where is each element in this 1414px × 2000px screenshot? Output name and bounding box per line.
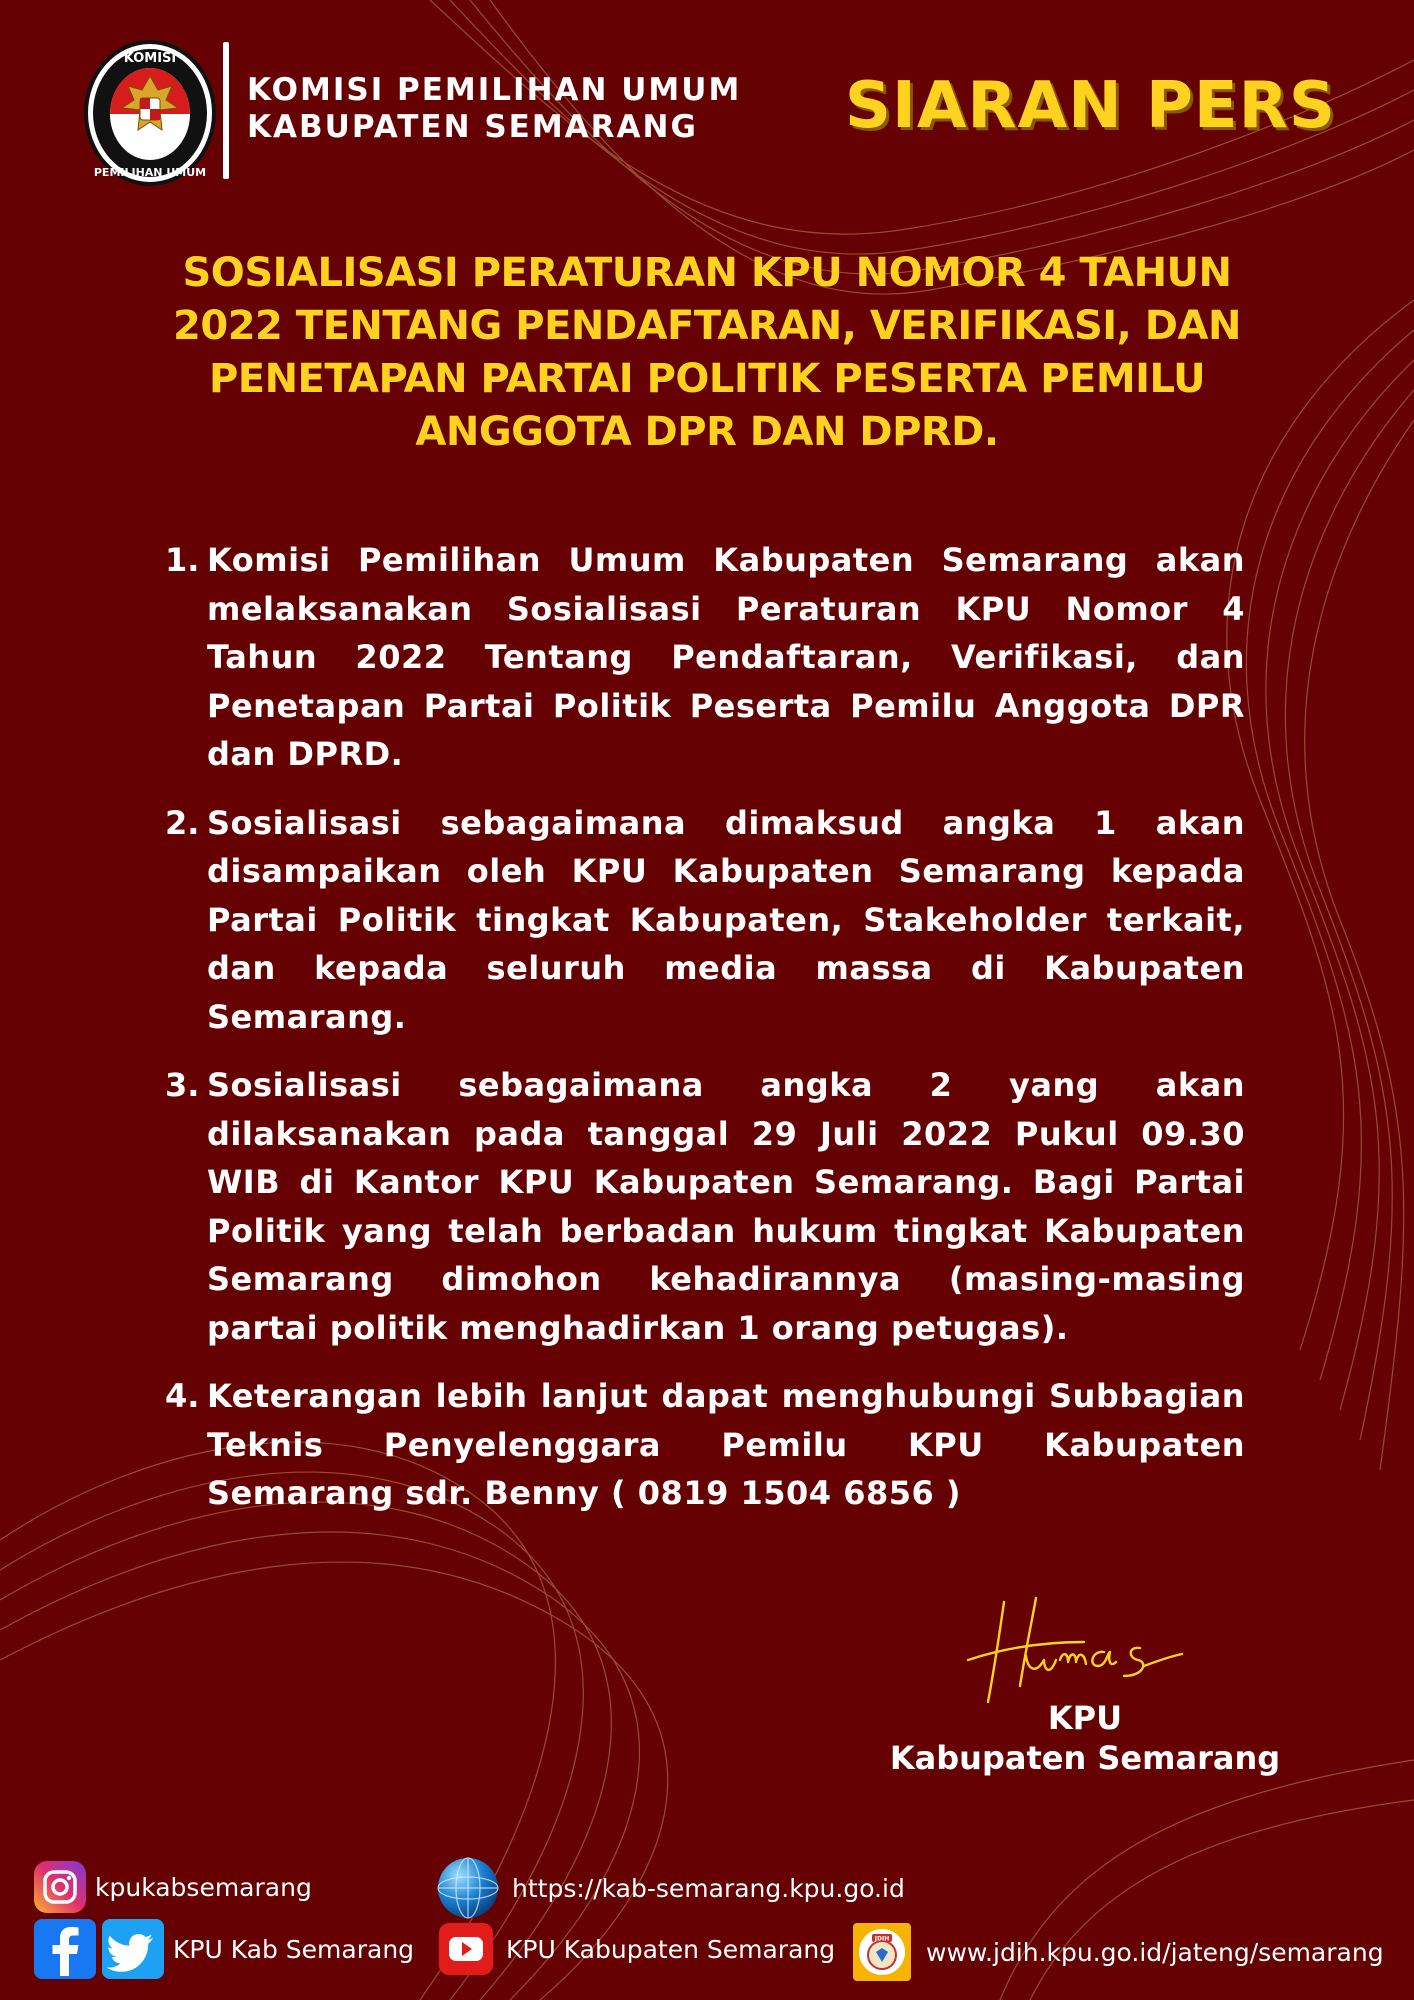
list-item <box>165 1372 1245 1518</box>
youtube-channel-name: KPU Kabupaten Semarang <box>506 1934 836 1964</box>
list-item-number: 1. <box>165 541 200 579</box>
list-item-number: 4. <box>165 1377 200 1415</box>
org-name-line-2: KABUPATEN SEMARANG <box>247 109 698 145</box>
footer-instagram-link[interactable] <box>33 1860 312 1914</box>
jdih-url: www.jdih.kpu.go.id/jateng/semarang <box>926 1937 1384 1967</box>
jdih-logo-icon <box>852 1922 912 1982</box>
humas-signature <box>964 1590 1186 1710</box>
website-url: https://kab-semarang.kpu.go.id <box>512 1873 905 1903</box>
list-item-text: Sosialisasi sebagaimana dimaksud angka 1 akan disampaikan oleh KPU Kabupaten Semarang kepada Partai Politik tingkat Kabupaten, Stakeholder terkait, dan kepada seluruh media massa di Kabupaten Semarang. <box>207 803 1245 1036</box>
list-item <box>165 1061 1245 1352</box>
title-line-2: 2022 TENTANG PENDAFTARAN, VERIFIKASI, DAN <box>173 303 1241 349</box>
announcement-list <box>165 536 1245 1538</box>
footer-social-link[interactable] <box>33 1918 414 1980</box>
footer-youtube-link[interactable] <box>438 1922 835 1976</box>
page-title <box>110 247 1304 459</box>
signature-org-line-2: Kabupaten Semarang <box>889 1739 1281 1777</box>
globe-icon <box>436 1856 500 1920</box>
press-release-badge: SIARAN PERS <box>844 69 1336 143</box>
title-line-4: ANGGOTA DPR DAN DPRD. <box>415 409 999 455</box>
list-item-number: 2. <box>165 803 200 842</box>
instagram-handle: kpukabsemarang <box>95 1872 312 1902</box>
title-line-1: SOSIALISASI PERATURAN KPU NOMOR 4 TAHUN <box>182 250 1232 296</box>
list-item-text: Sosialisasi sebagaimana angka 2 yang akan dilaksanakan pada tanggal 29 Juli 2022 Pukul 09.30 WIB di Kantor KPU Kabupaten Semarang. Bagi Partai Politik yang telah berbadan hukum tingkat Kabupaten Semarang dimohon kehadirannya (masing-masing partai politik menghadirkan 1 orang petugas). <box>207 1066 1245 1347</box>
facebook-icon <box>33 1918 97 1980</box>
jdih-badge-text: JDIH <box>874 1935 890 1943</box>
list-item <box>165 536 1245 779</box>
instagram-icon <box>33 1860 87 1914</box>
footer-jdih-link[interactable] <box>852 1922 1384 1982</box>
kpu-logo <box>82 38 218 188</box>
facebook-twitter-name: KPU Kab Semarang <box>173 1934 415 1964</box>
org-name-line-1: KOMISI PEMILIHAN UMUM <box>247 72 742 108</box>
list-item-text: Keterangan lebih lanjut dapat menghubungi Subbagian Teknis Penyelenggara Pemilu KPU Kabupaten Semarang sdr. Benny ( 0819 1504 6856 ) <box>207 1377 1245 1512</box>
youtube-icon <box>438 1922 494 1976</box>
logo-top-text: KOMISI <box>123 51 177 66</box>
twitter-icon <box>101 1918 165 1980</box>
list-item-text: Komisi Pemilihan Umum Kabupaten Semarang akan melaksanakan Sosialisasi Peraturan KPU Nomor 4 Tahun 2022 Tentang Pendaftaran, Verifikasi, dan Penetapan Partai Politik Peserta Pemilu Anggota DPR dan DPRD. <box>207 541 1245 773</box>
signature-org <box>880 1698 1290 1778</box>
list-item-number: 3. <box>165 1066 200 1104</box>
header-divider <box>223 42 229 179</box>
title-line-3: PENETAPAN PARTAI POLITIK PESERTA PEMILU <box>208 356 1206 402</box>
footer-website-link[interactable] <box>436 1856 905 1920</box>
list-item <box>165 799 1245 1042</box>
signature-org-line-1: KPU <box>1047 1699 1123 1737</box>
org-name <box>247 72 741 146</box>
logo-bottom-text: PEMILIHAN UMUM <box>93 166 207 179</box>
